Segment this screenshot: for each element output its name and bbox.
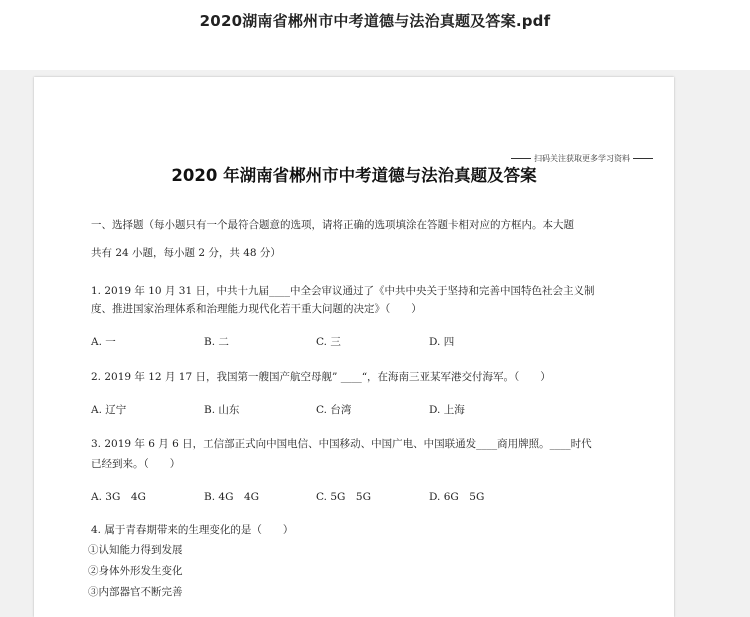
question-2-line-1: 2. 2019 年 12 月 17 日，我国第一艘国产航空母舰” ____“，在海南三亚某军港交付海军。（ ） — [91, 371, 551, 383]
question-1-line-1: 1. 2019 年 10 月 31 日，中共十九届____中全会审议通过了《中共中央关于坚持和完善中国特色社会主义制 — [91, 285, 595, 297]
question-4-item-1: ①认知能力得到发展 — [88, 544, 183, 556]
question-1-option-a: A. 一 — [91, 336, 116, 348]
question-3-option-d: D. 6G 5G — [429, 491, 485, 503]
question-3-option-b: B. 4G 4G — [204, 491, 260, 503]
question-1-line-2: 度、推进国家治理体系和治理能力现代化若干重大问题的决定》（ ） — [91, 303, 422, 315]
question-2-option-a: A. 辽宁 — [91, 404, 127, 416]
section-intro-line-2: 共有 24 小题，每小题 2 分，共 48 分） — [91, 247, 281, 259]
question-2-option-c: C. 台湾 — [316, 404, 352, 416]
question-4-item-2: ②身体外形发生变化 — [88, 565, 183, 577]
question-3-option-a: A. 3G 4G — [91, 491, 146, 503]
question-2-option-d: D. 上海 — [429, 404, 465, 416]
question-3-line-2: 已经到来。（ ） — [91, 458, 181, 470]
question-1-option-c: C. 三 — [316, 336, 341, 348]
question-2-option-b: B. 山东 — [204, 404, 240, 416]
section-intro-line-1: 一、选择题（每小题只有一个最符合题意的选项，请将正确的选项填涂在答题卡相对应的方框内。本大题 — [91, 219, 574, 231]
header-note-text: 扫码关注获取更多学习资料 — [534, 154, 630, 163]
question-1-option-d: D. 四 — [429, 336, 455, 348]
viewer-toolbar — [0, 0, 750, 70]
header-rule-left — [511, 158, 531, 159]
question-1-option-b: B. 二 — [204, 336, 229, 348]
pdf-page — [34, 77, 674, 617]
page-heading: 2020 年湖南省郴州市中考道德与法治真题及答案 — [171, 166, 537, 185]
question-3-option-c: C. 5G 5G — [316, 491, 371, 503]
header-rule-right — [633, 158, 653, 159]
question-3-line-1: 3. 2019 年 6 月 6 日，工信部正式向中国电信、中国移动、中国广电、中国联通发____商用牌照。____时代 — [91, 438, 592, 450]
document-file-title: 2020湖南省郴州市中考道德与法治真题及答案.pdf — [199, 12, 551, 30]
question-4-item-3: ③内部器官不断完善 — [88, 586, 183, 598]
question-4-line-1: 4. 属于青春期带来的生理变化的是（ ） — [91, 524, 294, 536]
